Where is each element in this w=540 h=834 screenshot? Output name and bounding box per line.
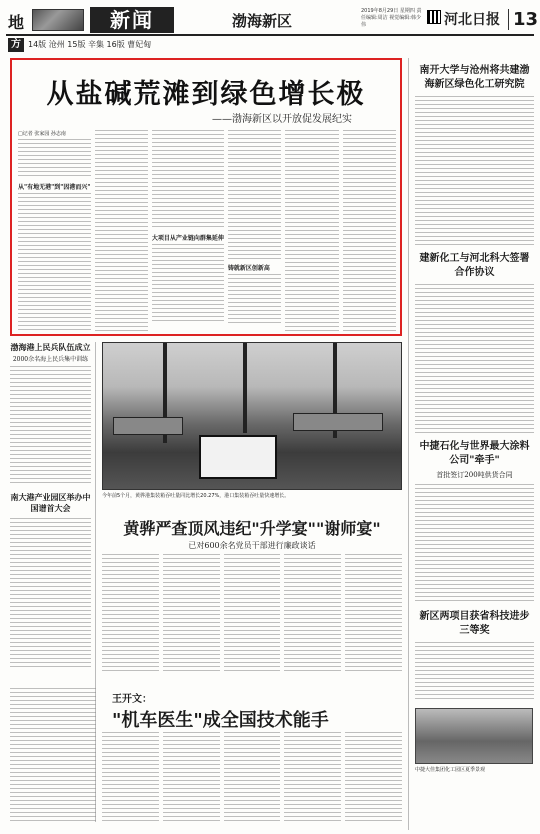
section-title: 新闻 — [90, 7, 174, 33]
text-lines — [285, 130, 338, 333]
text-lines — [95, 130, 148, 333]
feature-subhead: 铸就新区创新高 — [227, 265, 270, 272]
feature-subhead: 大项目从产业链向群集延伸 — [151, 235, 224, 242]
bottom-body — [102, 732, 402, 824]
text-lines — [18, 139, 91, 179]
masthead-photo — [32, 9, 84, 31]
feature-article[interactable] — [10, 58, 402, 336]
feature-subtitle: ——渤海新区以开放促发展纪实 — [212, 114, 352, 125]
feature-body — [18, 130, 396, 330]
text-lines — [18, 193, 91, 333]
right-story-headline: 中捷石化与世界最大涂料公司"牵手" — [419, 441, 530, 466]
feature-column — [95, 130, 148, 333]
left-story-headline: 渤海港上民兵队伍成立 — [10, 342, 91, 352]
container-stack — [293, 413, 383, 431]
masthead — [6, 6, 539, 36]
right-story[interactable] — [415, 64, 534, 246]
text-lines — [163, 732, 220, 824]
text-lines — [152, 244, 224, 324]
text-lines — [10, 366, 91, 486]
text-lines — [415, 284, 534, 434]
text-lines — [343, 130, 396, 333]
bottom-left-column — [10, 688, 96, 824]
text-lines — [163, 554, 220, 672]
middle-subtitle: 已对600余名党员干部进行廉政谈话 — [188, 541, 316, 550]
right-story[interactable] — [415, 440, 534, 604]
byline: □记者 张家园 孙志南 — [18, 131, 66, 137]
text-lines — [224, 554, 281, 672]
text-lines — [284, 732, 341, 824]
feature-column — [343, 130, 396, 333]
issue-meta: 2019年8月29日 星期四 责任编辑:周洁 视觉编辑:韩少伟 — [361, 8, 422, 28]
text-lines — [228, 130, 281, 260]
right-story-headline: 建新化工与河北科大签署合作协议 — [419, 253, 530, 278]
right-story[interactable] — [415, 252, 534, 434]
text-lines — [102, 732, 159, 824]
right-photo — [415, 708, 533, 764]
crane-shape — [243, 343, 247, 433]
text-lines — [10, 688, 96, 824]
text-lines — [10, 518, 91, 668]
right-story-subtitle: 首批签订200吨供货合同 — [436, 471, 513, 479]
right-photo-caption: 中捷大佳集团化工园区夏季景观 — [415, 767, 486, 773]
text-lines — [415, 96, 534, 246]
feature-column — [152, 130, 224, 333]
left-story[interactable] — [10, 492, 91, 668]
photo-caption: 今年前5个月，黄骅港集装箱吞吐量同比增长20.27%，港口集装箱吞吐量快速增长。 — [102, 493, 290, 499]
text-lines — [102, 554, 159, 672]
right-story-headline: 新区两项目获省科技进步三等奖 — [419, 611, 530, 636]
text-lines — [228, 274, 281, 324]
feature-subhead: 从"有地无港"到"因港而兴" — [18, 184, 91, 191]
region-title: 渤海新区 — [232, 12, 293, 30]
qr-code-icon — [427, 10, 441, 24]
newspaper-logo: 河北日报 — [444, 12, 500, 28]
feature-column — [228, 130, 281, 333]
fang-badge: 方 — [8, 38, 24, 52]
port-photo — [102, 342, 402, 490]
related-pages-bar — [6, 38, 534, 52]
middle-body — [102, 554, 402, 672]
text-lines — [152, 130, 224, 230]
left-story-subtitle: 2000余名海上民兵集中训练 — [12, 356, 89, 363]
text-lines — [415, 484, 534, 604]
bottom-headline[interactable]: "机车医生"成全国技术能手 — [112, 710, 329, 731]
text-lines — [345, 732, 402, 824]
page-number: 13 — [508, 9, 538, 30]
right-story[interactable] — [415, 610, 534, 773]
bottom-kicker: 王开文： — [112, 694, 152, 705]
feature-headline: 从盐碱荒滩到绿色增长极 — [46, 79, 366, 110]
right-column — [408, 58, 534, 830]
middle-headline[interactable]: 黄骅严查顶风违纪"升学宴""谢师宴" — [123, 519, 381, 538]
feature-column — [285, 130, 338, 333]
truck-shape — [199, 435, 277, 479]
text-lines — [284, 554, 341, 672]
left-story-headline: 南大港产业园区举办中国谱首大会 — [10, 492, 91, 513]
related-pages: 14版 沧州 15版 辛集 16版 曹妃甸 — [28, 40, 152, 49]
text-lines — [224, 732, 281, 824]
right-story-headline: 南开大学与沧州将共建渤海新区绿色化工研究院 — [419, 65, 530, 90]
text-lines — [415, 642, 534, 702]
left-story[interactable] — [10, 342, 91, 486]
feature-column — [18, 130, 91, 333]
container-stack — [113, 417, 183, 435]
section-char: 地 — [8, 13, 25, 32]
text-lines — [345, 554, 402, 672]
